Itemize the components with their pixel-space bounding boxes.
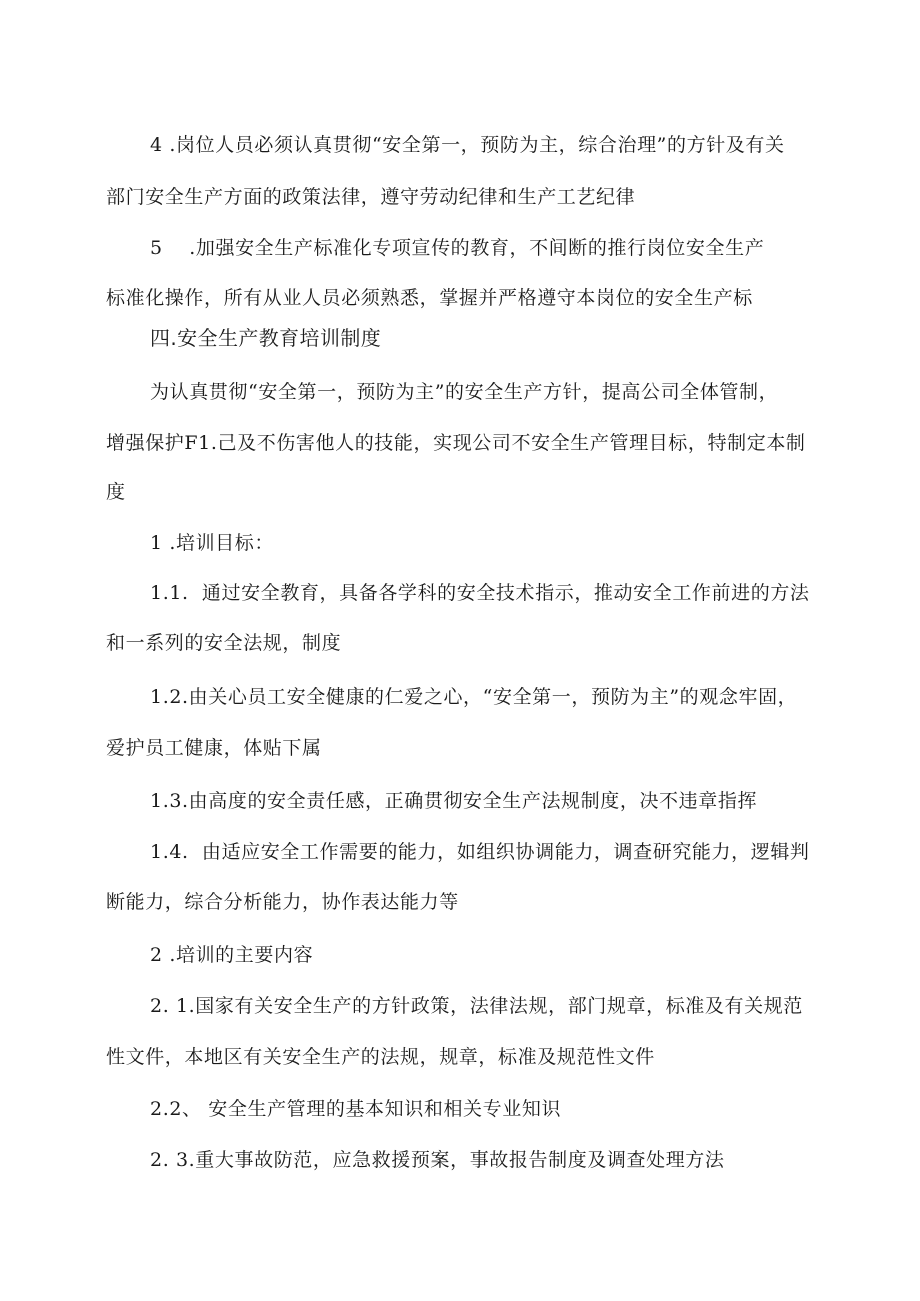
item-1-1-line-1: 1.1. 通过安全教育，具备各学科的安全技术指示，推动安全工作前进的方法 xyxy=(150,582,810,604)
paragraph-5-line-1: 5 .加强安全生产标准化专项宣传的教育，不间断的推行岗位安全生产 xyxy=(150,237,765,259)
intro-line-1: 为认真贯彻“安全第一，预防为主”的安全生产方针，提高公司全体管制， xyxy=(150,381,779,403)
paragraph-5-line-2: 标准化操作，所有从业人员必须熟悉，掌握并严格遵守本岗位的安全生产标 xyxy=(106,287,753,309)
item-1-2-line-1: 1.2.由关心员工安全健康的仁爱之心，“安全第一，预防为主”的观念牢固， xyxy=(150,686,798,708)
item-2-3-line-1: 2. 3.重大事故防范，应急救援预案，事故报告制度及调查处理方法 xyxy=(150,1149,725,1171)
intro-line-3: 度 xyxy=(106,481,126,503)
paragraph-4-line-2: 部门安全生产方面的政策法律，遵守劳动纪律和生产工艺纪律 xyxy=(106,186,636,208)
item-1-3-line-1: 1.3.由高度的安全责任感，正确贯彻安全生产法规制度，决不违章指挥 xyxy=(150,790,758,812)
item-2-2-line-1: 2.2、 安全生产管理的基本知识和相关专业知识 xyxy=(150,1098,562,1120)
item-1-2-line-2: 爱护员工健康，体贴下属 xyxy=(106,737,322,759)
section-heading: 四.安全生产教育培训制度 xyxy=(150,326,382,350)
paragraph-4-line-1: 4 .岗位人员必须认真贯彻“安全第一，预防为主，综合治理”的方针及有关 xyxy=(150,134,785,156)
item-1-1-line-2: 和一系列的安全法规，制度 xyxy=(106,632,342,654)
intro-line-2: 增强保护F1.己及不伤害他人的技能，实现公司不安全生产管理目标，特制定本制 xyxy=(106,432,806,454)
section-1-title: 1 .培训目标： xyxy=(150,532,274,554)
item-2-1-line-1: 2. 1.国家有关安全生产的方针政策，法律法规，部门规章，标准及有关规范 xyxy=(150,995,803,1017)
item-2-1-line-2: 性文件，本地区有关安全生产的法规，规章，标准及规范性文件 xyxy=(106,1046,655,1068)
item-1-4-line-1: 1.4. 由适应安全工作需要的能力，如组织协调能力，调查研究能力，逻辑判 xyxy=(150,841,810,863)
section-2-title: 2 .培训的主要内容 xyxy=(150,944,314,966)
item-1-4-line-2: 断能力，综合分析能力，协作表达能力等 xyxy=(106,891,459,913)
